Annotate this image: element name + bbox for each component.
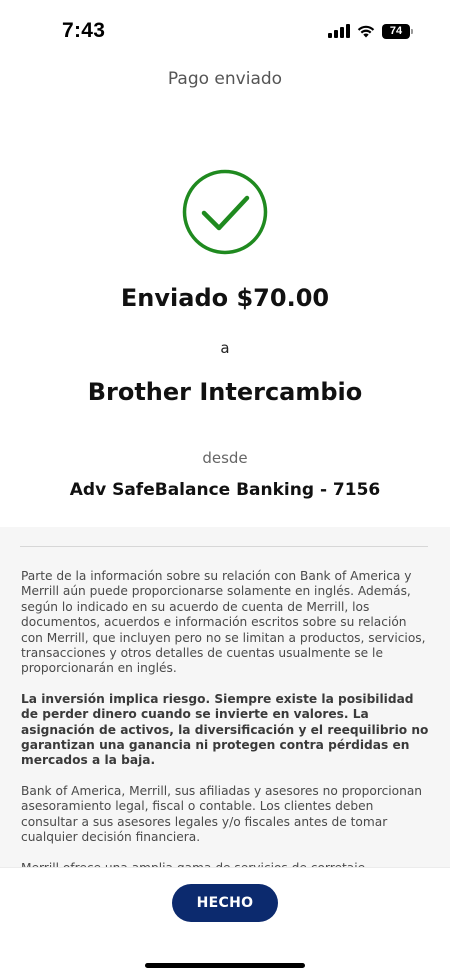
disclosure-scroll-area[interactable]	[0, 527, 450, 867]
source-account: Adv SafeBalance Banking - 7156	[69, 480, 381, 500]
recipient-name: Brother Intercambio	[87, 378, 363, 406]
page-title: Pago enviado	[167, 69, 283, 89]
disclosure-paragraph-bold: La inversión implica riesgo. Siempre existe la posibilidad de perder dinero cuando se invierte en valores. La asignación de activos, la diversificación y el reequilibrio no garantizan una ganancia ni protegen contra pérdidas en mercados a la baja.	[21, 691, 429, 768]
divider	[20, 546, 428, 547]
disclosure-text	[21, 569, 431, 906]
status-time: 7:43	[62, 19, 106, 42]
wifi-icon	[357, 24, 375, 38]
from-label: desde	[202, 449, 248, 467]
footer	[0, 867, 450, 976]
sent-amount-heading: Enviado $70.00	[120, 284, 330, 312]
status-icons	[328, 22, 410, 40]
battery-icon: 74	[382, 24, 410, 39]
done-button[interactable]: HECHO	[172, 884, 278, 922]
disclosure-paragraph: Bank of America, Merrill, sus afiliadas y asesores no proporcionan asesoramiento legal, fiscal o contable. Los clientes deben consultar a sus asesores legales y/o fiscales antes de tomar cualquier decisión financiera.	[21, 783, 423, 845]
home-indicator[interactable]	[145, 963, 305, 968]
to-label: a	[220, 339, 230, 357]
cellular-signal-icon	[328, 24, 350, 38]
checkmark-circle-icon	[182, 169, 268, 255]
disclosure-paragraph: Parte de la información sobre su relación con Bank of America y Merrill aún puede proporcionarse solamente en inglés. Además, según lo indicado en su acuerdo de cuenta de Merrill, los documentos, acuerdos e información escritos sobre su relación con Merrill, que incluyen pero no se limitan a productos, servicios, transacciones y otros detalles de cuentas usualmente se le proporcionarán en inglés.	[21, 569, 426, 676]
status-bar	[0, 0, 450, 60]
